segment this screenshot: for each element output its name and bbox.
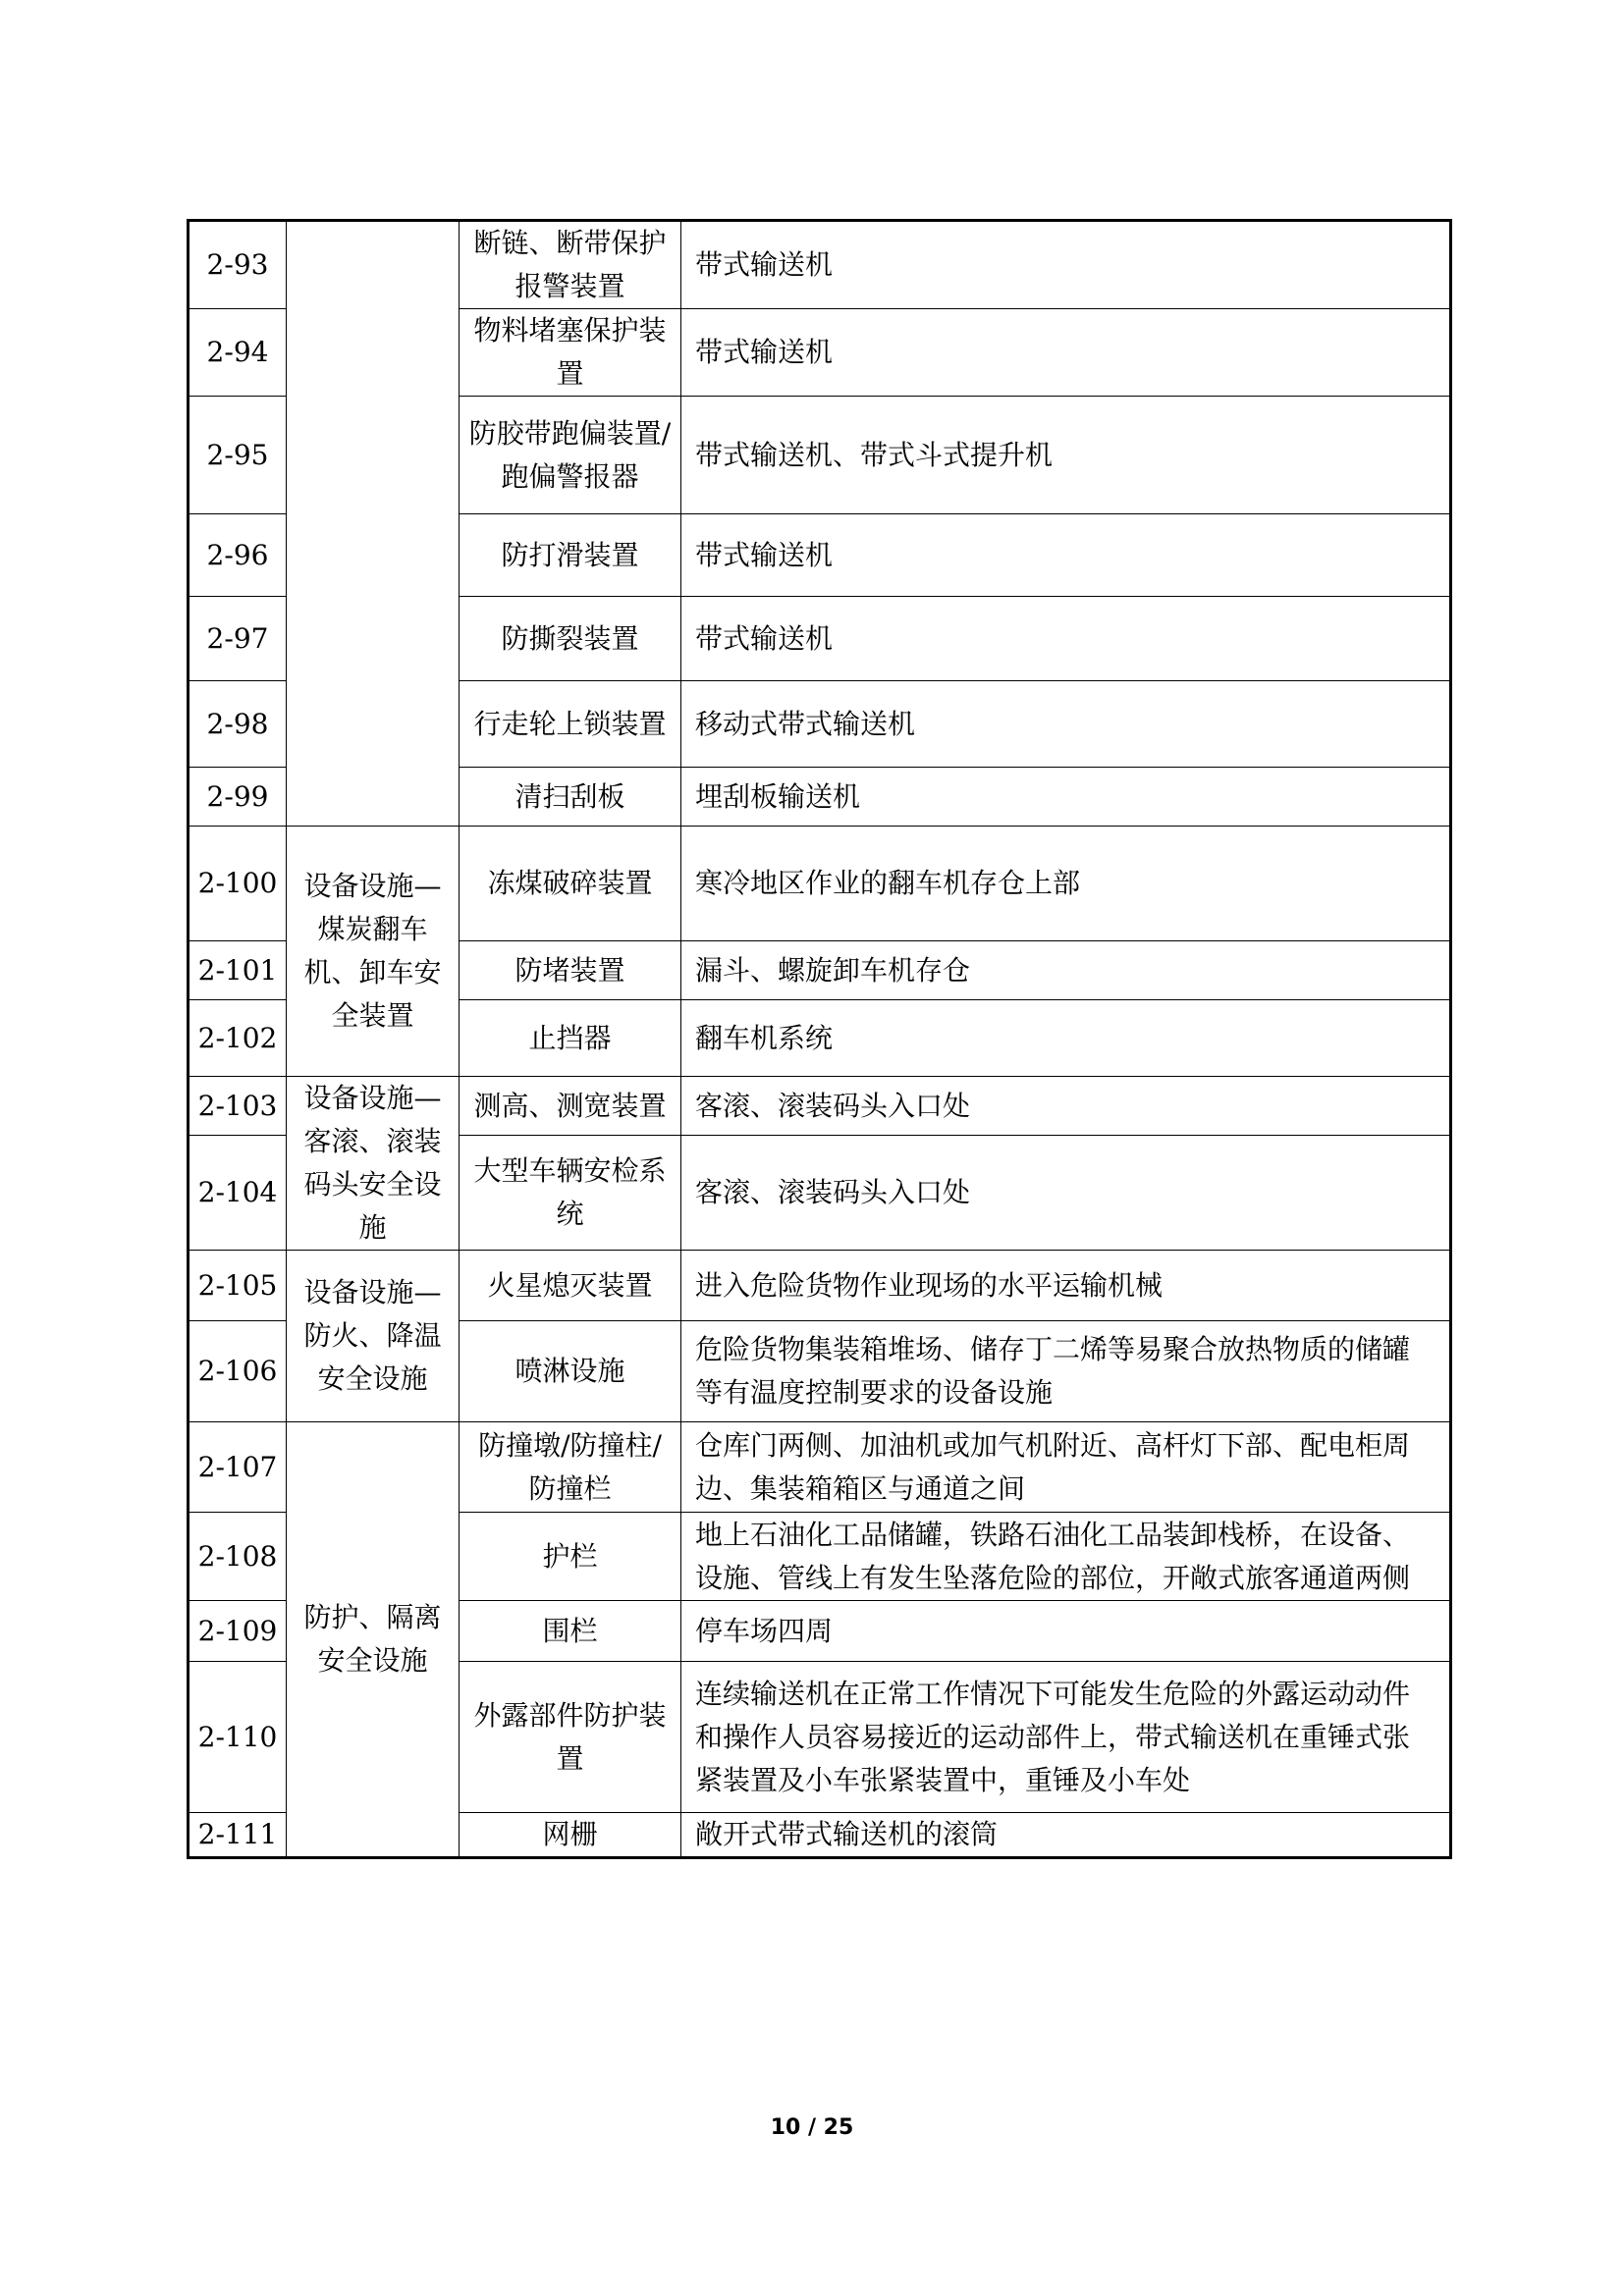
row-number: 2-106 [189,1321,287,1422]
facility-location: 仓库门两侧、加油机或加气机附近、高杆灯下部、配电柜周边、集装箱箱区与通道之间 [681,1422,1451,1513]
row-number: 2-96 [189,514,287,597]
facility-location: 带式输送机 [681,309,1451,397]
table-row [189,1077,1451,1136]
facility-location: 危险货物集装箱堆场、储存丁二烯等易聚合放热物质的储罐等有温度控制要求的设备设施 [681,1321,1451,1422]
facility-location: 地上石油化工品储罐，铁路石油化工品装卸栈桥，在设备、设施、管线上有发生坠落危险的部位，开敞式旅客通道两侧 [681,1513,1451,1601]
row-number: 2-97 [189,597,287,681]
table-row [189,221,1451,309]
facility-name: 冻煤破碎装置 [460,827,681,941]
facility-location: 带式输送机 [681,514,1451,597]
facility-name: 大型车辆安检系统 [460,1136,681,1251]
facility-location: 进入危险货物作业现场的水平运输机械 [681,1251,1451,1321]
facility-location: 带式输送机 [681,597,1451,681]
facility-name: 断链、断带保护报警装置 [460,221,681,309]
facility-location: 翻车机系统 [681,1000,1451,1077]
row-number: 2-109 [189,1601,287,1662]
row-number: 2-98 [189,681,287,768]
facility-location: 寒冷地区作业的翻车机存仓上部 [681,827,1451,941]
facility-name: 护栏 [460,1513,681,1601]
facility-location: 客滚、滚装码头入口处 [681,1136,1451,1251]
table-row [189,1251,1451,1321]
facility-name: 防堵装置 [460,941,681,1000]
facility-location: 停车场四周 [681,1601,1451,1662]
table-row [189,1422,1451,1513]
category-cell [287,221,460,827]
facility-name: 防胶带跑偏装置/跑偏警报器 [460,397,681,514]
row-number: 2-102 [189,1000,287,1077]
facility-name: 止挡器 [460,1000,681,1077]
facility-location: 移动式带式输送机 [681,681,1451,768]
row-number: 2-94 [189,309,287,397]
row-number: 2-101 [189,941,287,1000]
facility-location: 漏斗、螺旋卸车机存仓 [681,941,1451,1000]
facility-name: 防打滑装置 [460,514,681,597]
category-cell: 设备设施—煤炭翻车机、卸车安全装置 [287,827,460,1077]
facility-location: 带式输送机 [681,221,1451,309]
facility-location: 客滚、滚装码头入口处 [681,1077,1451,1136]
row-number: 2-95 [189,397,287,514]
row-number: 2-104 [189,1136,287,1251]
facility-name: 防撞墩/防撞柱/防撞栏 [460,1422,681,1513]
facility-name: 外露部件防护装置 [460,1662,681,1813]
facility-name: 火星熄灭装置 [460,1251,681,1321]
page-number: 10 / 25 [770,2115,854,2140]
row-number: 2-93 [189,221,287,309]
facility-location: 带式输送机、带式斗式提升机 [681,397,1451,514]
facility-name: 喷淋设施 [460,1321,681,1422]
category-cell: 设备设施—客滚、滚装码头安全设施 [287,1077,460,1251]
facility-table [187,219,1452,1859]
facility-name: 防撕裂装置 [460,597,681,681]
facility-name: 测高、测宽装置 [460,1077,681,1136]
row-number: 2-99 [189,768,287,827]
row-number: 2-110 [189,1662,287,1813]
facility-name: 行走轮上锁装置 [460,681,681,768]
table-row [189,827,1451,941]
facility-location: 敞开式带式输送机的滚筒 [681,1813,1451,1858]
facility-name: 网栅 [460,1813,681,1858]
facility-name: 清扫刮板 [460,768,681,827]
row-number: 2-107 [189,1422,287,1513]
row-number: 2-108 [189,1513,287,1601]
facility-location: 连续输送机在正常工作情况下可能发生危险的外露运动动件和操作人员容易接近的运动部件上，带式输送机在重锤式张紧装置及小车张紧装置中，重锤及小车处 [681,1662,1451,1813]
facility-name: 物料堵塞保护装置 [460,309,681,397]
row-number: 2-100 [189,827,287,941]
category-cell: 防护、隔离安全设施 [287,1422,460,1858]
facility-location: 埋刮板输送机 [681,768,1451,827]
facility-name: 围栏 [460,1601,681,1662]
row-number: 2-103 [189,1077,287,1136]
category-cell: 设备设施—防火、降温安全设施 [287,1251,460,1422]
row-number: 2-111 [189,1813,287,1858]
row-number: 2-105 [189,1251,287,1321]
